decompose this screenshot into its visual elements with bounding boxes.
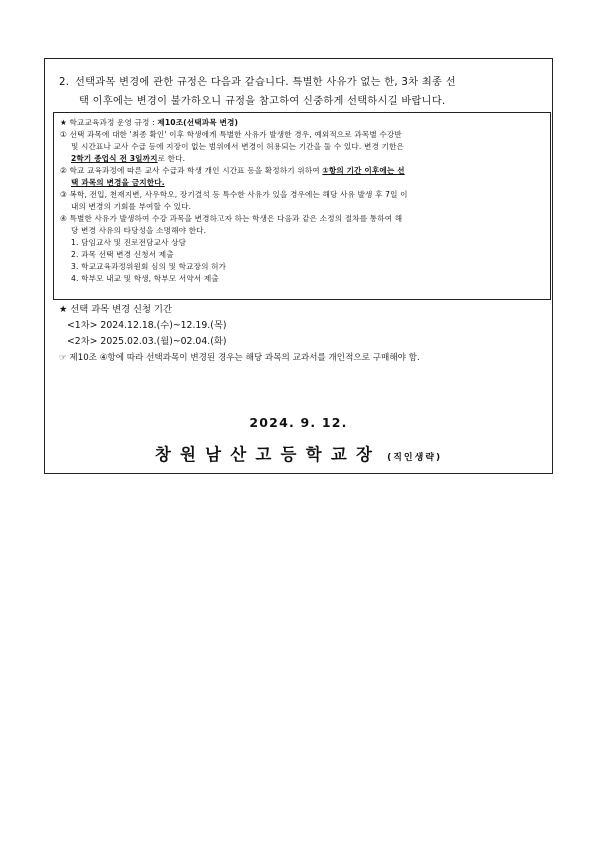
- notice-line-1: 선택과목 변경에 관한 규정은 다음과 같습니다. 특별한 사유가 없는 한, 3차 최종 선: [75, 77, 456, 88]
- seal-omitted-note: (직인생략): [387, 453, 443, 463]
- rule-heading: ★ 학교교육과정 운영 규정 : 제10조(선택과목 변경): [60, 118, 239, 127]
- rule-item-1-line-1: ① 선택 과목에 대한 '최종 확인' 이후 학생에게 특별한 사유가 발생한 경우, 예외적으로 과목별 수강반: [60, 130, 402, 139]
- rule-item-4-line-1: ④ 특별한 사유가 발생하여 수강 과목을 변경하고자 하는 학생은 다음과 같은 소정의 절차를 통하여 해: [60, 214, 403, 223]
- rule-box: [53, 112, 551, 300]
- paragraph-number: 2.: [59, 77, 70, 88]
- school-principal-name: 창원남산고등학교장: [154, 445, 382, 464]
- textbook-note: ☞ 제10조 ④항에 따라 선택과목이 변경된 경우는 해당 과목의 교과서를 개인적으로 구매해야 함.: [59, 353, 420, 363]
- application-title: ★ 선택 과목 변경 신청 기간: [59, 304, 172, 315]
- rule-item-2-line-1: ② 학교 교육과정에 따른 교사 수급과 학생 개인 시간표 등을 확정하기 위하여 ①항의 기간 이후에는 선: [60, 166, 405, 175]
- prohibition-emphasis: ①항의 기간 이후에는 선: [322, 166, 405, 175]
- rule-item-1-line-2: 및 시간표나 교사 수급 등에 지장이 없는 범위에서 변경이 허용되는 기간을 둘 수 있다. 변경 기한은: [71, 142, 404, 151]
- notice-frame: [44, 58, 553, 474]
- procedure-step: 1. 담임교사 및 진로전담교사 상담: [71, 238, 187, 247]
- rule-item-1-line-3: 2학기 종업식 전 3일까지로 한다.: [71, 154, 186, 163]
- rule-item-4-line-2: 당 변경 사유의 타당성을 소명해야 한다.: [71, 226, 207, 235]
- rule-item-2-line-2: 택 과목의 변경을 금지한다.: [71, 178, 165, 187]
- rule-item-3-line-2: 내의 변경의 기회를 부여할 수 있다.: [71, 202, 192, 211]
- notice-paragraph: [59, 73, 543, 111]
- application-round-2: <2차> 2025.02.03.(월)~02.04.(화): [67, 336, 227, 347]
- notice-line-2: 택 이후에는 변경이 불가하오니 규정을 참고하여 신중하게 선택하시길 바랍니다.: [79, 96, 446, 107]
- signature-line: [45, 441, 552, 465]
- procedure-step: 4. 학부모 내교 및 학생, 학부모 서약서 제출: [71, 274, 219, 283]
- rule-item-3-line-1: ③ 복학, 전입, 천재지변, 사우학오, 장기결석 등 특수한 사유가 있을 경우에는 해당 사유 발생 후 7일 이: [60, 190, 408, 199]
- issue-date: 2024. 9. 12.: [249, 415, 348, 430]
- rule-title: 제10조(선택과목 변경): [157, 118, 239, 127]
- deadline-emphasis: 2학기 종업식 전 3일까지: [71, 154, 158, 163]
- procedure-step: 2. 과목 선택 변경 신청서 제출: [71, 250, 174, 259]
- application-round-1: <1차> 2024.12.18.(수)~12.19.(목): [67, 320, 227, 331]
- procedure-step: 3. 학교교육과정위원회 심의 및 학교장의 허가: [71, 262, 227, 271]
